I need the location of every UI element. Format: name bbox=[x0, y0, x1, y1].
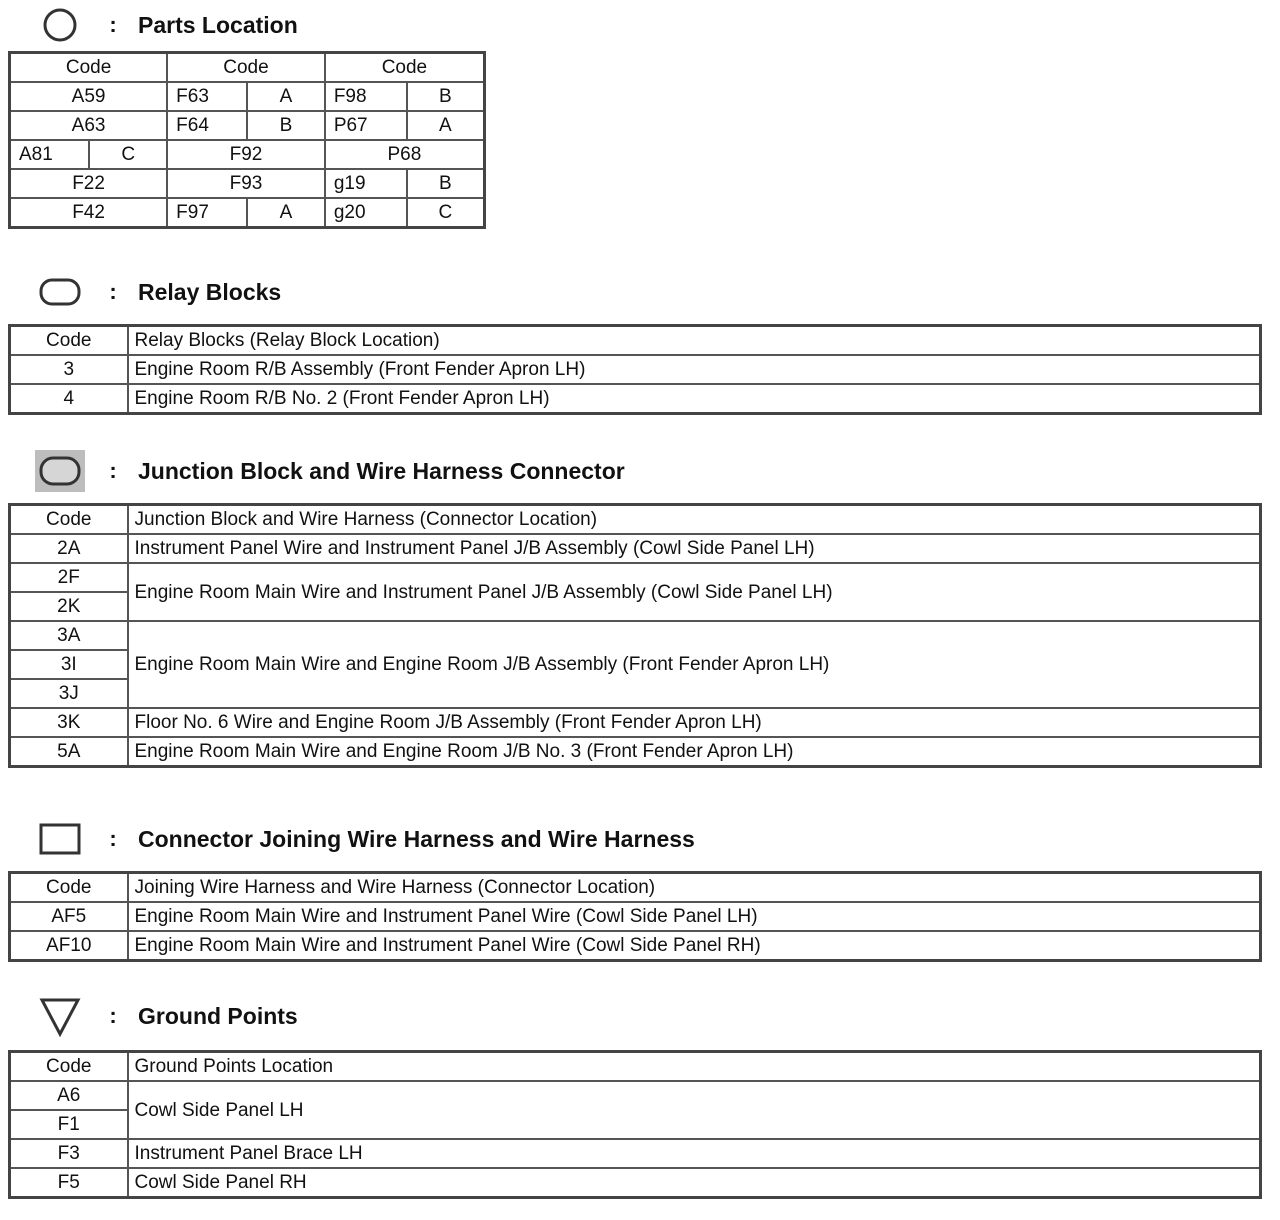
code-cell: AF10 bbox=[10, 931, 128, 961]
relay-blocks-table bbox=[8, 324, 1262, 415]
section-title: Relay Blocks bbox=[138, 278, 282, 305]
table-cell: A bbox=[247, 82, 325, 111]
description-cell: Instrument Panel Brace LH bbox=[128, 1139, 1261, 1168]
table-cell: F63 bbox=[167, 82, 247, 111]
table-cell: B bbox=[247, 111, 325, 140]
table-cell: F64 bbox=[167, 111, 247, 140]
description-cell: Engine Room Main Wire and Instrument Panel Wire (Cowl Side Panel LH) bbox=[128, 902, 1261, 931]
square-icon bbox=[32, 819, 88, 859]
description-cell: Engine Room Main Wire and Engine Room J/B No. 3 (Front Fender Apron LH) bbox=[128, 737, 1261, 767]
connector-joining-table bbox=[8, 871, 1262, 962]
junction-block-heading bbox=[32, 451, 625, 491]
circle-icon bbox=[32, 5, 88, 45]
table-header-row bbox=[10, 873, 1261, 903]
description-cell: Engine Room Main Wire and Instrument Panel J/B Assembly (Cowl Side Panel LH) bbox=[128, 563, 1261, 621]
section-title: Ground Points bbox=[138, 1002, 298, 1029]
ground-points-table bbox=[8, 1050, 1262, 1199]
description-cell: Cowl Side Panel LH bbox=[128, 1081, 1261, 1139]
table-cell: g20 bbox=[325, 198, 407, 228]
column-header: Code bbox=[325, 53, 485, 83]
code-header: Code bbox=[10, 326, 128, 356]
shaded-rounded-rect-icon bbox=[32, 451, 88, 491]
code-cell: F1 bbox=[10, 1110, 128, 1139]
table-cell: B bbox=[407, 82, 485, 111]
table-cell: F97 bbox=[167, 198, 247, 228]
table-cell: A59 bbox=[10, 82, 168, 111]
junction-block-table bbox=[8, 503, 1262, 768]
heading-colon: : bbox=[109, 458, 117, 483]
code-cell: 3I bbox=[10, 650, 128, 679]
table-cell: C bbox=[407, 198, 485, 228]
table-row bbox=[10, 355, 1261, 384]
table-cell: C bbox=[89, 140, 167, 169]
table-row bbox=[10, 198, 485, 228]
section-title: Connector Joining Wire Harness and Wire Harness bbox=[138, 825, 695, 852]
table-cell: B bbox=[407, 169, 485, 198]
code-cell: 2K bbox=[10, 592, 128, 621]
table-row bbox=[10, 931, 1261, 961]
table-row bbox=[10, 708, 1261, 737]
connector-joining-heading bbox=[32, 819, 695, 859]
table-row bbox=[10, 534, 1261, 563]
code-cell: 2F bbox=[10, 563, 128, 592]
table-cell: g19 bbox=[325, 169, 407, 198]
description-cell: Engine Room Main Wire and Engine Room J/B Assembly (Front Fender Apron LH) bbox=[128, 621, 1261, 708]
table-row bbox=[10, 1168, 1261, 1198]
table-header-row bbox=[10, 326, 1261, 356]
code-cell: 3A bbox=[10, 621, 128, 650]
table-header-row bbox=[10, 53, 485, 83]
description-cell: Floor No. 6 Wire and Engine Room J/B Assembly (Front Fender Apron LH) bbox=[128, 708, 1261, 737]
description-header: Junction Block and Wire Harness (Connector Location) bbox=[128, 505, 1261, 535]
table-cell: F22 bbox=[10, 169, 168, 198]
table-cell: F98 bbox=[325, 82, 407, 111]
table-row bbox=[10, 169, 485, 198]
table-cell: P68 bbox=[325, 140, 485, 169]
code-cell: F3 bbox=[10, 1139, 128, 1168]
table-cell: A bbox=[407, 111, 485, 140]
table-cell: F93 bbox=[167, 169, 325, 198]
table-row bbox=[10, 140, 485, 169]
parts-location-heading bbox=[32, 5, 298, 45]
table-cell: A81 bbox=[10, 140, 90, 169]
description-cell: Engine Room R/B No. 2 (Front Fender Apron LH) bbox=[128, 384, 1261, 414]
ground-points-heading bbox=[32, 996, 298, 1036]
description-cell: Engine Room Main Wire and Instrument Panel Wire (Cowl Side Panel RH) bbox=[128, 931, 1261, 961]
parts-location-table bbox=[8, 51, 486, 229]
description-cell: Cowl Side Panel RH bbox=[128, 1168, 1261, 1198]
heading-colon: : bbox=[109, 12, 117, 37]
description-cell: Instrument Panel Wire and Instrument Panel J/B Assembly (Cowl Side Panel LH) bbox=[128, 534, 1261, 563]
code-cell: 2A bbox=[10, 534, 128, 563]
code-header: Code bbox=[10, 1052, 128, 1082]
table-row bbox=[10, 111, 485, 140]
description-header: Joining Wire Harness and Wire Harness (Connector Location) bbox=[128, 873, 1261, 903]
table-cell: A bbox=[247, 198, 325, 228]
code-cell: 5A bbox=[10, 737, 128, 767]
description-header: Ground Points Location bbox=[128, 1052, 1261, 1082]
code-header: Code bbox=[10, 505, 128, 535]
table-row bbox=[10, 384, 1261, 414]
heading-colon: : bbox=[109, 1003, 117, 1028]
code-cell: AF5 bbox=[10, 902, 128, 931]
table-row bbox=[10, 82, 485, 111]
code-cell: F5 bbox=[10, 1168, 128, 1198]
table-cell: A63 bbox=[10, 111, 168, 140]
table-row bbox=[10, 902, 1261, 931]
table-row bbox=[10, 1139, 1261, 1168]
heading-colon: : bbox=[109, 826, 117, 851]
table-row bbox=[10, 621, 1261, 650]
description-cell: Engine Room R/B Assembly (Front Fender Apron LH) bbox=[128, 355, 1261, 384]
relay-blocks-heading bbox=[32, 272, 281, 312]
code-header: Code bbox=[10, 873, 128, 903]
code-cell: 3 bbox=[10, 355, 128, 384]
section-title: Junction Block and Wire Harness Connector bbox=[138, 457, 625, 484]
table-header-row bbox=[10, 505, 1261, 535]
column-header: Code bbox=[167, 53, 325, 83]
heading-colon: : bbox=[109, 279, 117, 304]
column-header: Code bbox=[10, 53, 168, 83]
code-cell: 3K bbox=[10, 708, 128, 737]
code-cell: 3J bbox=[10, 679, 128, 708]
description-header: Relay Blocks (Relay Block Location) bbox=[128, 326, 1261, 356]
table-row bbox=[10, 1081, 1261, 1110]
table-row bbox=[10, 563, 1261, 592]
table-cell: P67 bbox=[325, 111, 407, 140]
table-row bbox=[10, 737, 1261, 767]
rounded-rect-icon bbox=[32, 272, 88, 312]
table-header-row bbox=[10, 1052, 1261, 1082]
section-title: Parts Location bbox=[138, 11, 298, 38]
code-cell: A6 bbox=[10, 1081, 128, 1110]
table-cell: F92 bbox=[167, 140, 325, 169]
triangle-down-icon bbox=[32, 996, 88, 1036]
code-cell: 4 bbox=[10, 384, 128, 414]
table-cell: F42 bbox=[10, 198, 168, 228]
